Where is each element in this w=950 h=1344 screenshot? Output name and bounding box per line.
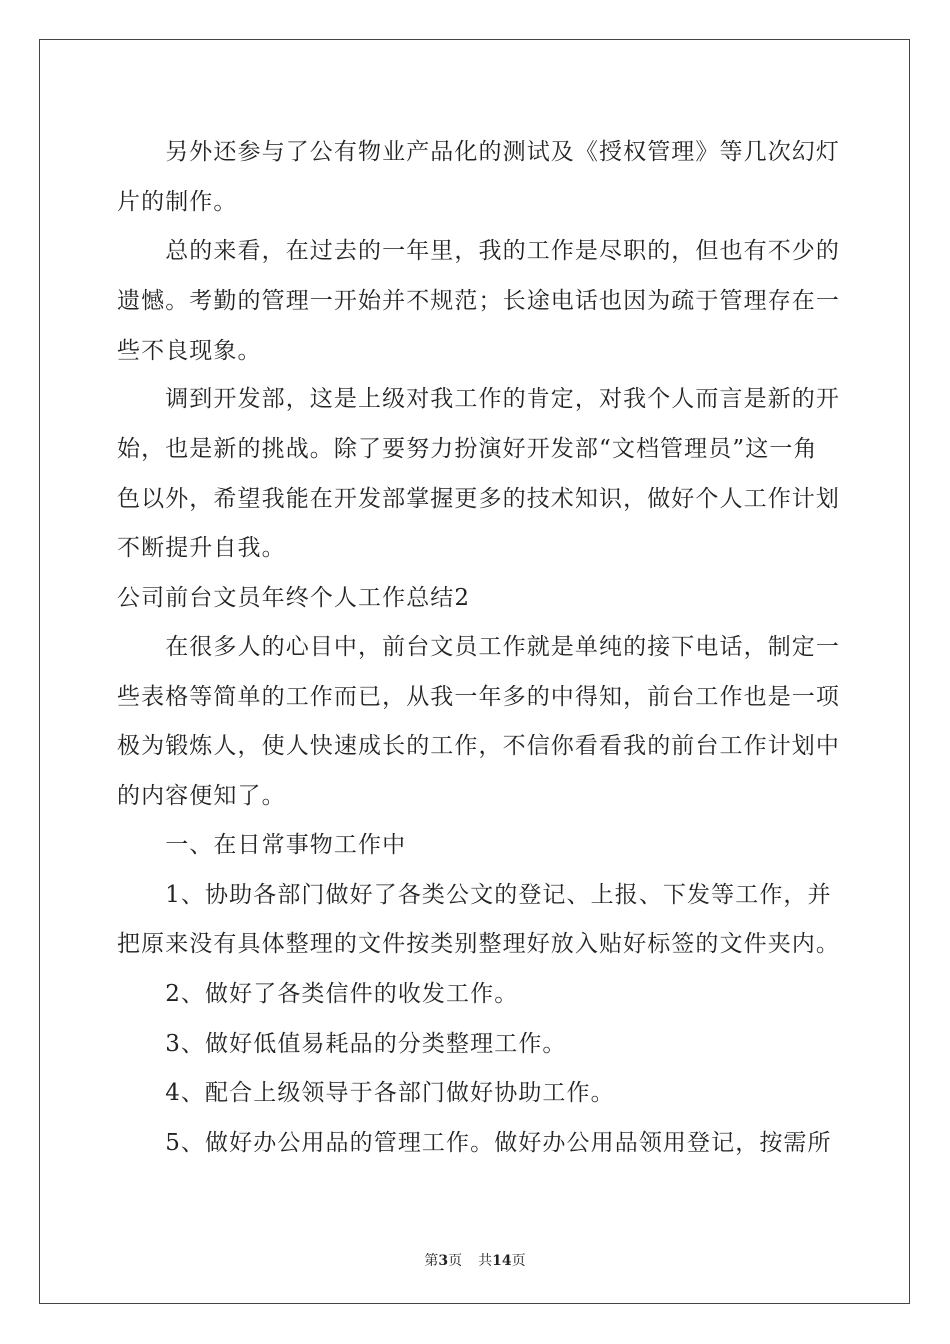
page-prefix: 第 <box>424 1253 439 1269</box>
text-line: 一、在日常事物工作中 <box>117 832 407 858</box>
total-pages: 14 <box>492 1253 512 1269</box>
text-line: 调到开发部，这是上级对我工作的肯定，对我个人而言是新的开 <box>117 386 840 412</box>
text-line: 4、配合上级领导于各部门做好协助工作。 <box>117 1080 615 1106</box>
text-line: 些表格等简单的工作而已，从我一年多的中得知，前台工作也是一项 <box>117 684 840 710</box>
page-footer <box>0 1250 950 1270</box>
text-line: 遗憾。考勤的管理一开始并不规范；长途电话也因为疏于管理存在一 <box>117 288 840 314</box>
page-number: 3 <box>438 1253 449 1269</box>
text-line: 些不良现象。 <box>117 338 262 364</box>
text-line: 另外还参与了公有物业产品化的测试及《授权管理》等几次幻灯 <box>117 139 840 165</box>
text-line: 始，也是新的挑战。除了要努力扮演好开发部“文档管理员”这一角 <box>117 436 818 462</box>
text-line: 总的来看，在过去的一年里，我的工作是尽职的，但也有不少的 <box>117 238 840 264</box>
text-line: 片的制作。 <box>117 189 238 215</box>
section-heading: 公司前台文员年终个人工作总结2 <box>117 585 471 611</box>
text-line: 3、做好低值易耗品的分类整理工作。 <box>117 1031 567 1057</box>
page-suffix: 页 <box>448 1253 463 1269</box>
text-line: 2、做好了各类信件的收发工作。 <box>117 981 519 1007</box>
text-line: 把原来没有具体整理的文件按类别整理好放入贴好标签的文件夹内。 <box>117 931 840 957</box>
text-line: 在很多人的心目中，前台文员工作就是单纯的接下电话，制定一 <box>117 634 840 660</box>
page-border <box>39 39 910 1304</box>
text-line: 色以外，希望我能在开发部掌握更多的技术知识，做好个人工作计划 <box>117 486 840 512</box>
text-line: 极为锻炼人，使人快速成长的工作，不信你看看我的前台工作计划中 <box>117 733 840 759</box>
text-line: 1、协助各部门做好了各类公文的登记、上报、下发等工作，并 <box>117 882 832 908</box>
text-line: 的内容便知了。 <box>117 783 286 809</box>
total-suffix: 页 <box>511 1253 526 1269</box>
text-line: 5、做好办公用品的管理工作。做好办公用品领用登记，按需所 <box>117 1130 832 1156</box>
total-prefix: 共 <box>478 1253 493 1269</box>
text-line: 不断提升自我。 <box>117 535 286 561</box>
